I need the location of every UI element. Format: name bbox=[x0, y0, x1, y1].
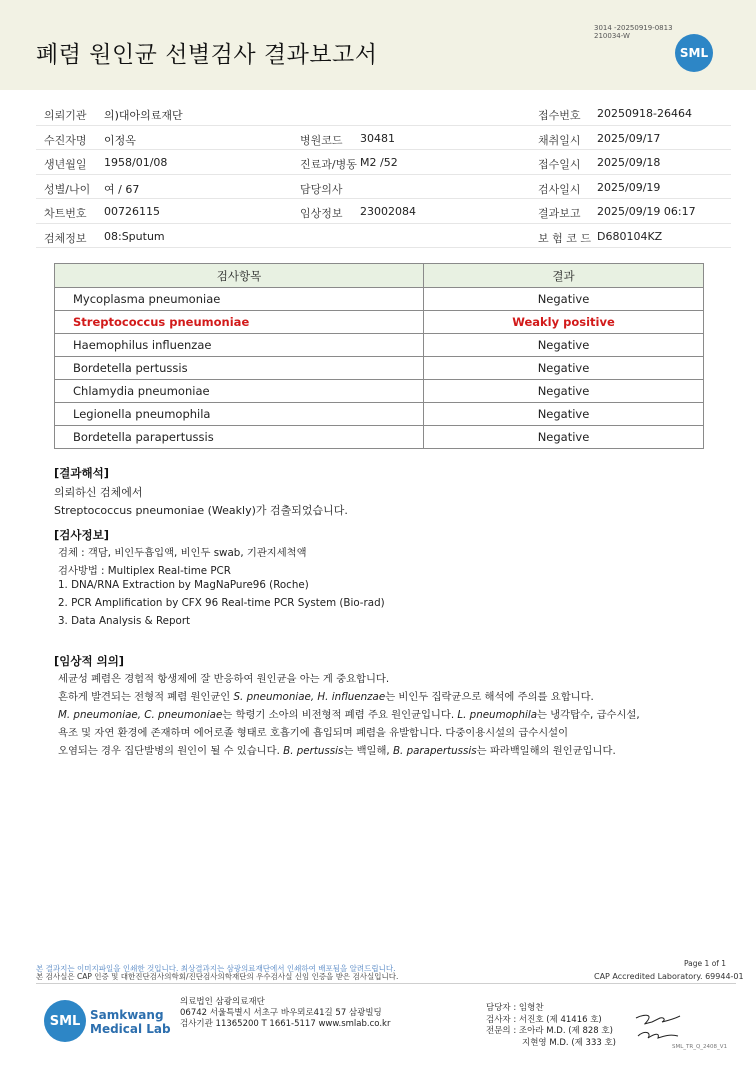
clinical-text: 는 백일해, bbox=[343, 745, 393, 757]
clinical-line2 bbox=[58, 688, 594, 703]
info-row bbox=[36, 175, 731, 200]
clinical-text: 오염되는 경우 집단발병의 원인이 될 수 있습니다. bbox=[58, 745, 284, 757]
step-3: 3. Data Analysis & Report bbox=[58, 615, 191, 627]
sml-footer-logo-icon: SML bbox=[44, 1000, 86, 1042]
table-row bbox=[55, 403, 704, 426]
info-label: 채취일시 bbox=[538, 133, 581, 147]
specimen-line: 검체 : 객담, 비인두흡입액, 비인두 swab, 기관지세척액 bbox=[58, 547, 307, 559]
test-item: Legionella pneumophila bbox=[55, 403, 424, 426]
table-row bbox=[55, 334, 704, 357]
info-label: 성별/나이 bbox=[44, 182, 91, 196]
info-value: 08:Sputum bbox=[104, 229, 165, 243]
test-item: Chlamydia pneumoniae bbox=[55, 380, 424, 403]
results-header-row bbox=[55, 264, 704, 288]
interpretation-title: [결과해석] bbox=[54, 466, 109, 480]
address-line1: 의료법인 삼광의료재단 bbox=[180, 997, 265, 1007]
document-code bbox=[594, 24, 673, 40]
info-label: 진료과/병동 bbox=[300, 158, 357, 171]
clinical-line1: 세균성 폐렴은 경험적 항생제에 잘 반응하여 원인균을 아는 게 중요합니다. bbox=[58, 673, 390, 685]
form-code: SML_TR_Q_2408_V1 bbox=[672, 1044, 728, 1050]
table-row bbox=[55, 288, 704, 311]
info-row bbox=[36, 224, 731, 249]
info-value: 2025/09/18 bbox=[597, 156, 661, 169]
info-label: 병원코드 bbox=[300, 133, 343, 147]
company-name bbox=[90, 1008, 171, 1036]
clinical-line4: 욕조 및 자연 환경에 존재하며 에어로졸 형태로 호흡기에 흡입되며 폐렴을 유발합니다. 다중이용시설의 급수시설이 bbox=[58, 727, 569, 739]
info-label: 검사일시 bbox=[538, 182, 581, 196]
info-label: 담당의사 bbox=[300, 182, 343, 196]
info-label: 보 험 코 드 bbox=[538, 231, 591, 245]
info-label: 의뢰기관 bbox=[44, 109, 87, 122]
print-notice: 본 결과지는 이미지파일을 인쇄한 것입니다. 최상결과지는 삼광의료재단에서 인쇄하여 배포됨을 알려드립니다. bbox=[36, 964, 396, 973]
info-row bbox=[36, 199, 731, 224]
page-number: Page 1 of 1 bbox=[684, 959, 727, 968]
info-row bbox=[36, 126, 731, 151]
document-title: 폐렴 원인균 선별검사 결과보고서 bbox=[36, 42, 378, 68]
info-value: 2025/09/17 bbox=[597, 131, 661, 145]
company-name-line2: Medical Lab bbox=[90, 1022, 171, 1036]
clinical-line3 bbox=[58, 706, 640, 721]
info-value: 이정옥 bbox=[104, 133, 136, 147]
method-line: 검사방법 : Multiplex Real-time PCR bbox=[58, 565, 231, 577]
clinical-species: M. pneumoniae, C. pneumoniae bbox=[58, 709, 223, 721]
document-code-line2: 210034-W bbox=[594, 32, 630, 40]
test-result: Negative bbox=[424, 426, 704, 449]
results-table bbox=[54, 263, 704, 449]
table-row bbox=[55, 380, 704, 403]
interpretation-line2: Streptococcus pneumoniae (Weakly)가 검출되었습니다. bbox=[54, 504, 348, 517]
staff-list bbox=[486, 1003, 616, 1049]
signature-icon bbox=[634, 1010, 682, 1044]
footer-divider bbox=[36, 983, 736, 984]
info-value: 1958/01/08 bbox=[104, 156, 168, 169]
company-address bbox=[180, 997, 390, 1030]
sml-logo-icon: SML bbox=[675, 34, 713, 72]
test-result: Negative bbox=[424, 357, 704, 380]
clinical-species: B. pertussis bbox=[283, 745, 344, 757]
staff-line: 지현영 M.D. (제 333 호) bbox=[522, 1037, 617, 1048]
info-label: 접수번호 bbox=[538, 109, 581, 122]
info-label: 임상정보 bbox=[300, 207, 343, 220]
test-item: Mycoplasma pneumoniae bbox=[55, 288, 424, 311]
info-label: 생년월일 bbox=[44, 158, 87, 171]
document-code-line1: 3014 -20250919-0813 bbox=[594, 24, 673, 32]
test-result: Weakly positive bbox=[424, 311, 704, 334]
test-item: Bordetella parapertussis bbox=[55, 426, 424, 449]
test-item: Bordetella pertussis bbox=[55, 357, 424, 380]
info-value: 00726115 bbox=[104, 205, 160, 218]
info-label: 접수일시 bbox=[538, 158, 581, 171]
company-name-line1: Samkwang bbox=[90, 1008, 164, 1022]
info-label: 차트번호 bbox=[44, 207, 87, 220]
clinical-text: 는 학령기 소아의 비전형적 폐렴 주요 원인균입니다. bbox=[222, 709, 458, 721]
test-item: Haemophilus influenzae bbox=[55, 334, 424, 357]
info-value: 여 / 67 bbox=[104, 182, 140, 196]
clinical-title: [임상적 의의] bbox=[54, 654, 125, 668]
column-header-result: 결과 bbox=[424, 264, 704, 288]
staff-line: 담당자 : 임형찬 bbox=[486, 1003, 544, 1013]
staff-line: 검사자 : 서진호 (제 41416 호) bbox=[486, 1014, 602, 1025]
info-value: 30481 bbox=[360, 131, 395, 145]
info-value: 2025/09/19 bbox=[597, 180, 661, 194]
address-line3: 검사기관 11365200 T 1661-5117 www.smlab.co.kr bbox=[180, 1019, 391, 1029]
step-1: 1. DNA/RNA Extraction by MagNaPure96 (Roche) bbox=[58, 579, 309, 591]
clinical-species: L. pneumophila bbox=[457, 709, 538, 721]
staff-line: 전문의 : 조아라 M.D. (제 828 호) bbox=[486, 1026, 613, 1036]
interpretation-line1: 의뢰하신 검체에서 bbox=[54, 486, 143, 499]
info-value: M2 /52 bbox=[360, 156, 398, 169]
step-2: 2. PCR Amplification by CFX 96 Real-time PCR System (Bio-rad) bbox=[58, 597, 385, 609]
table-row-positive bbox=[55, 311, 704, 334]
test-result: Negative bbox=[424, 288, 704, 311]
cap-accreditation: CAP Accredited Laboratory. 69944-01 bbox=[594, 972, 744, 981]
info-label: 검체정보 bbox=[44, 231, 87, 245]
info-row bbox=[36, 150, 731, 175]
column-header-item: 검사항목 bbox=[55, 264, 424, 288]
accreditation-notice: 본 검사실은 CAP 인증 및 대한진단검사의학회/진단검사의학재단의 우수검사실 신임 인증을 받은 검사실입니다. bbox=[36, 972, 399, 981]
table-row bbox=[55, 426, 704, 449]
info-value: 23002084 bbox=[360, 205, 416, 218]
table-row bbox=[55, 357, 704, 380]
info-value: D680104KZ bbox=[597, 229, 663, 243]
clinical-text: 흔하게 발견되는 전형적 폐렴 원인균인 bbox=[58, 691, 234, 703]
info-label: 수진자명 bbox=[44, 133, 87, 147]
info-value: 20250918-26464 bbox=[597, 107, 692, 120]
test-item: Streptococcus pneumoniae bbox=[55, 311, 424, 334]
info-label: 결과보고 bbox=[538, 207, 581, 220]
info-value: 2025/09/19 06:17 bbox=[597, 205, 696, 218]
clinical-text: 는 냉각탑수, 급수시설, bbox=[537, 709, 640, 721]
clinical-species: S. pneumoniae, H. influenzae bbox=[233, 691, 386, 703]
test-info-title: [검사정보] bbox=[54, 528, 109, 542]
test-result: Negative bbox=[424, 380, 704, 403]
patient-info-grid bbox=[36, 101, 731, 248]
info-value: 의)대아의료재단 bbox=[104, 109, 183, 122]
clinical-line5 bbox=[58, 742, 616, 757]
address-line2: 06742 서울특별시 서초구 바우뫼로41길 57 삼광빌딩 bbox=[180, 1008, 382, 1018]
clinical-text: 는 파라백일해의 원인균입니다. bbox=[476, 745, 616, 757]
test-result: Negative bbox=[424, 334, 704, 357]
clinical-species: B. parapertussis bbox=[392, 745, 477, 757]
test-result: Negative bbox=[424, 403, 704, 426]
clinical-text: 는 비인두 집락균으로 해석에 주의를 요합니다. bbox=[385, 691, 594, 703]
info-row bbox=[36, 101, 731, 126]
